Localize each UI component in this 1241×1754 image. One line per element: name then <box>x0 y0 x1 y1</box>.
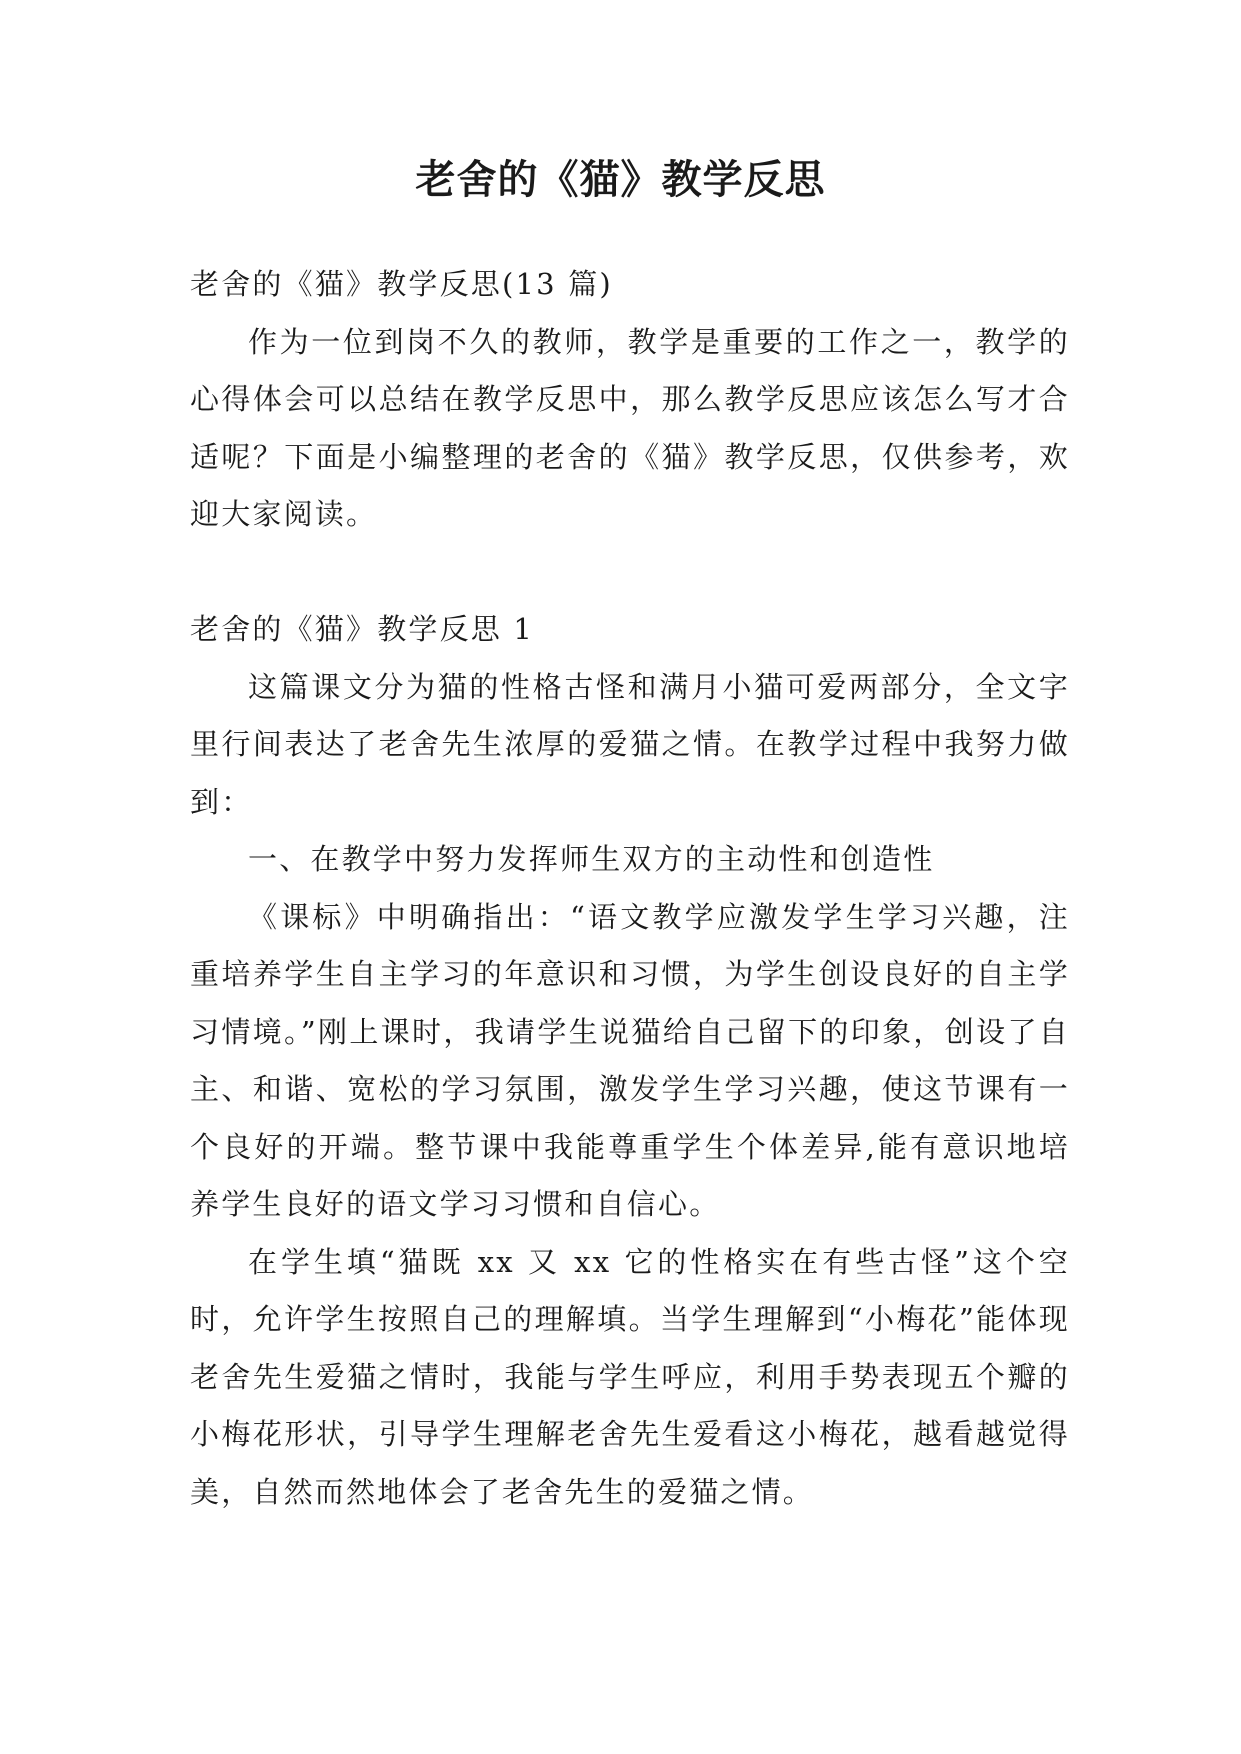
document-title: 老舍的《猫》教学反思 <box>415 156 826 203</box>
section-heading: 老舍的《猫》教学反思 1 <box>190 612 535 646</box>
body-paragraph: 在学生填“猫既 xx 又 xx 它的性格实在有些古怪”这个空时，允许学生按照自己的理解填。当学生理解到“小梅花”能体现老舍先生爱猫之情时，我能与学生呼应，利用手势表现五个瓣的小梅花形状，引导学生理解老舍先生爱看这小梅花，越看越觉得美，自然而然地体会了老舍先生的爱猫之情。 <box>190 1244 1070 1509</box>
section-spacer <box>190 544 1070 602</box>
body-paragraph: 《课标》中明确指出：“语文教学应激发学生学习兴趣，注重培养学生自主学习的年意识和习惯，为学生创设良好的自主学习情境。”刚上课时，我请学生说猫给自己留下的印象，创设了自主、和谐、宽松的学习氛围，激发学生学习兴趣，使这节课有一个良好的开端。整节课中我能尊重学生个体差异,能有意识地培养学生良好的语文学习习惯和自信心。 <box>190 899 1070 1221</box>
document-body <box>190 256 1070 1521</box>
body-paragraph: 这篇课文分为猫的性格古怪和满月小猫可爱两部分，全文字里行间表达了老舍先生浓厚的爱猫之情。在教学过程中我努力做到： <box>190 669 1070 819</box>
body-paragraph: 一、在教学中努力发挥师生双方的主动性和创造性 <box>248 842 935 876</box>
intro-paragraph: 作为一位到岗不久的教师，教学是重要的工作之一，教学的心得体会可以总结在教学反思中，那么教学反思应该怎么写才合适呢？下面是小编整理的老舍的《猫》教学反思，仅供参考，欢迎大家阅读。 <box>190 324 1070 531</box>
document-subtitle: 老舍的《猫》教学反思(13 篇) <box>190 267 613 301</box>
